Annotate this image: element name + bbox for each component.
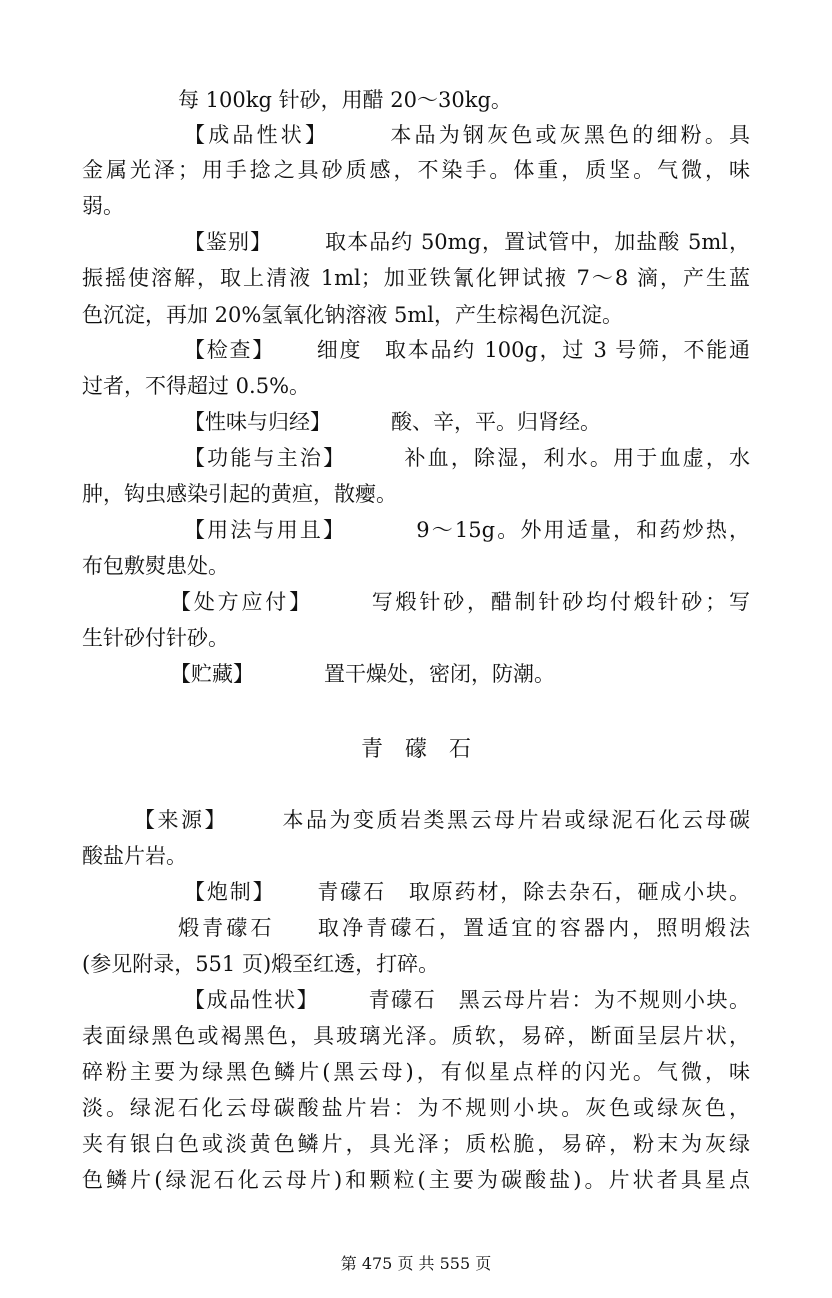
text-line: 表面绿黑色或褐黑色，具玻璃光泽。质软，易碎，断面呈层片状， bbox=[82, 1024, 750, 1048]
text-line: 【检查】 细度 取本品约 100g，过 3 号筛，不能通 bbox=[184, 338, 750, 362]
text-line: 【来源】 本品为变质岩类黑云母片岩或绿泥石化云母碳 bbox=[134, 808, 750, 832]
text-line: 淡。绿泥石化云母碳酸盐片岩：为不规则小块。灰色或绿灰色， bbox=[82, 1096, 750, 1120]
section-heading: 【检查】 bbox=[184, 338, 275, 362]
text-line: 碎粉主要为绿黑色鳞片(黑云母)，有似星点样的闪光。气微，味 bbox=[82, 1060, 750, 1084]
section-heading: 【贮藏】 bbox=[170, 662, 254, 686]
text-line: 金属光泽；用手捻之具砂质感，不染手。体重，质坚。气微，味 bbox=[82, 158, 750, 182]
text-line: 生针砂付针砂。 bbox=[82, 626, 229, 650]
section-title: 青礞石 bbox=[360, 737, 493, 762]
text-line: 煅青礞石 取净青礞石，置适宜的容器内，照明煅法 bbox=[178, 916, 750, 940]
text-line: 【鉴别】 取本品约 50mg，置试管中，加盐酸 5ml， bbox=[184, 230, 750, 254]
text-line: 【功能与主治】 补血，除湿，利水。用于血虚，水 bbox=[184, 446, 750, 470]
section-heading: 【成品性状】 bbox=[184, 988, 320, 1012]
text-line: 酸盐片岩。 bbox=[82, 844, 187, 868]
text-line: 【用法与用且】 9～15g。外用适量，和药炒热， bbox=[184, 518, 750, 542]
section-heading: 【炮制】 bbox=[184, 880, 276, 904]
text-line: 【成品性状】 本品为钢灰色或灰黑色的细粉。具 bbox=[184, 123, 750, 147]
text-line: 色沉淀，再加 20%氢氧化钠溶液 5ml，产生棕褐色沉淀。 bbox=[82, 303, 624, 327]
text-line: 弱。 bbox=[82, 194, 124, 218]
text-line: 【性味与归经】 酸、辛，平。归肾经。 bbox=[184, 410, 601, 434]
section-heading: 【用法与用且】 bbox=[184, 518, 347, 542]
section-heading: 【来源】 bbox=[134, 808, 228, 832]
section-heading: 【功能与主治】 bbox=[184, 446, 347, 470]
text-line: 振摇使溶解，取上清液 1ml；加亚铁氰化钾试掖 7～8 滴，产生蓝 bbox=[82, 266, 750, 290]
text-line: 过者，不得超过 0.5%。 bbox=[82, 374, 311, 398]
text-line: 【处方应付】 写煅针砂，醋制针砂均付煅针砂；写 bbox=[170, 590, 750, 614]
text-line: 【炮制】 青礞石 取原药材，除去杂石，砸成小块。 bbox=[184, 880, 750, 904]
section-heading: 【鉴别】 bbox=[184, 230, 273, 254]
text-line: 夹有银白色或淡黄色鳞片，具光泽；质松脆，易碎，粉末为灰绿 bbox=[82, 1132, 750, 1156]
section-heading: 【处方应付】 bbox=[170, 590, 313, 614]
section-heading: 【性味与归经】 bbox=[184, 410, 331, 434]
page-number-footer: 第 475 页 共 555 页 bbox=[340, 1254, 492, 1273]
text-line: 每 100kg 针砂，用醋 20～30kg。 bbox=[178, 88, 512, 112]
section-heading: 【成品性状】 bbox=[184, 123, 330, 147]
text-line: 肿，钩虫感染引起的黄疸，散瘿。 bbox=[82, 482, 397, 506]
text-line: 【成品性状】 青礞石 黑云母片岩：为不规则小块。 bbox=[184, 988, 750, 1012]
text-line: 布包敷熨患处。 bbox=[82, 554, 229, 578]
text-line: 【贮藏】 置干燥处，密闭，防潮。 bbox=[170, 662, 555, 686]
text-line: 色鳞片(绿泥石化云母片)和颗粒(主要为碳酸盐)。片状者具星点 bbox=[82, 1168, 750, 1192]
text-line: (参见附录，551 页)煅至红透，打碎。 bbox=[82, 952, 440, 976]
subsection-heading: 煅青礞石 bbox=[178, 916, 275, 940]
